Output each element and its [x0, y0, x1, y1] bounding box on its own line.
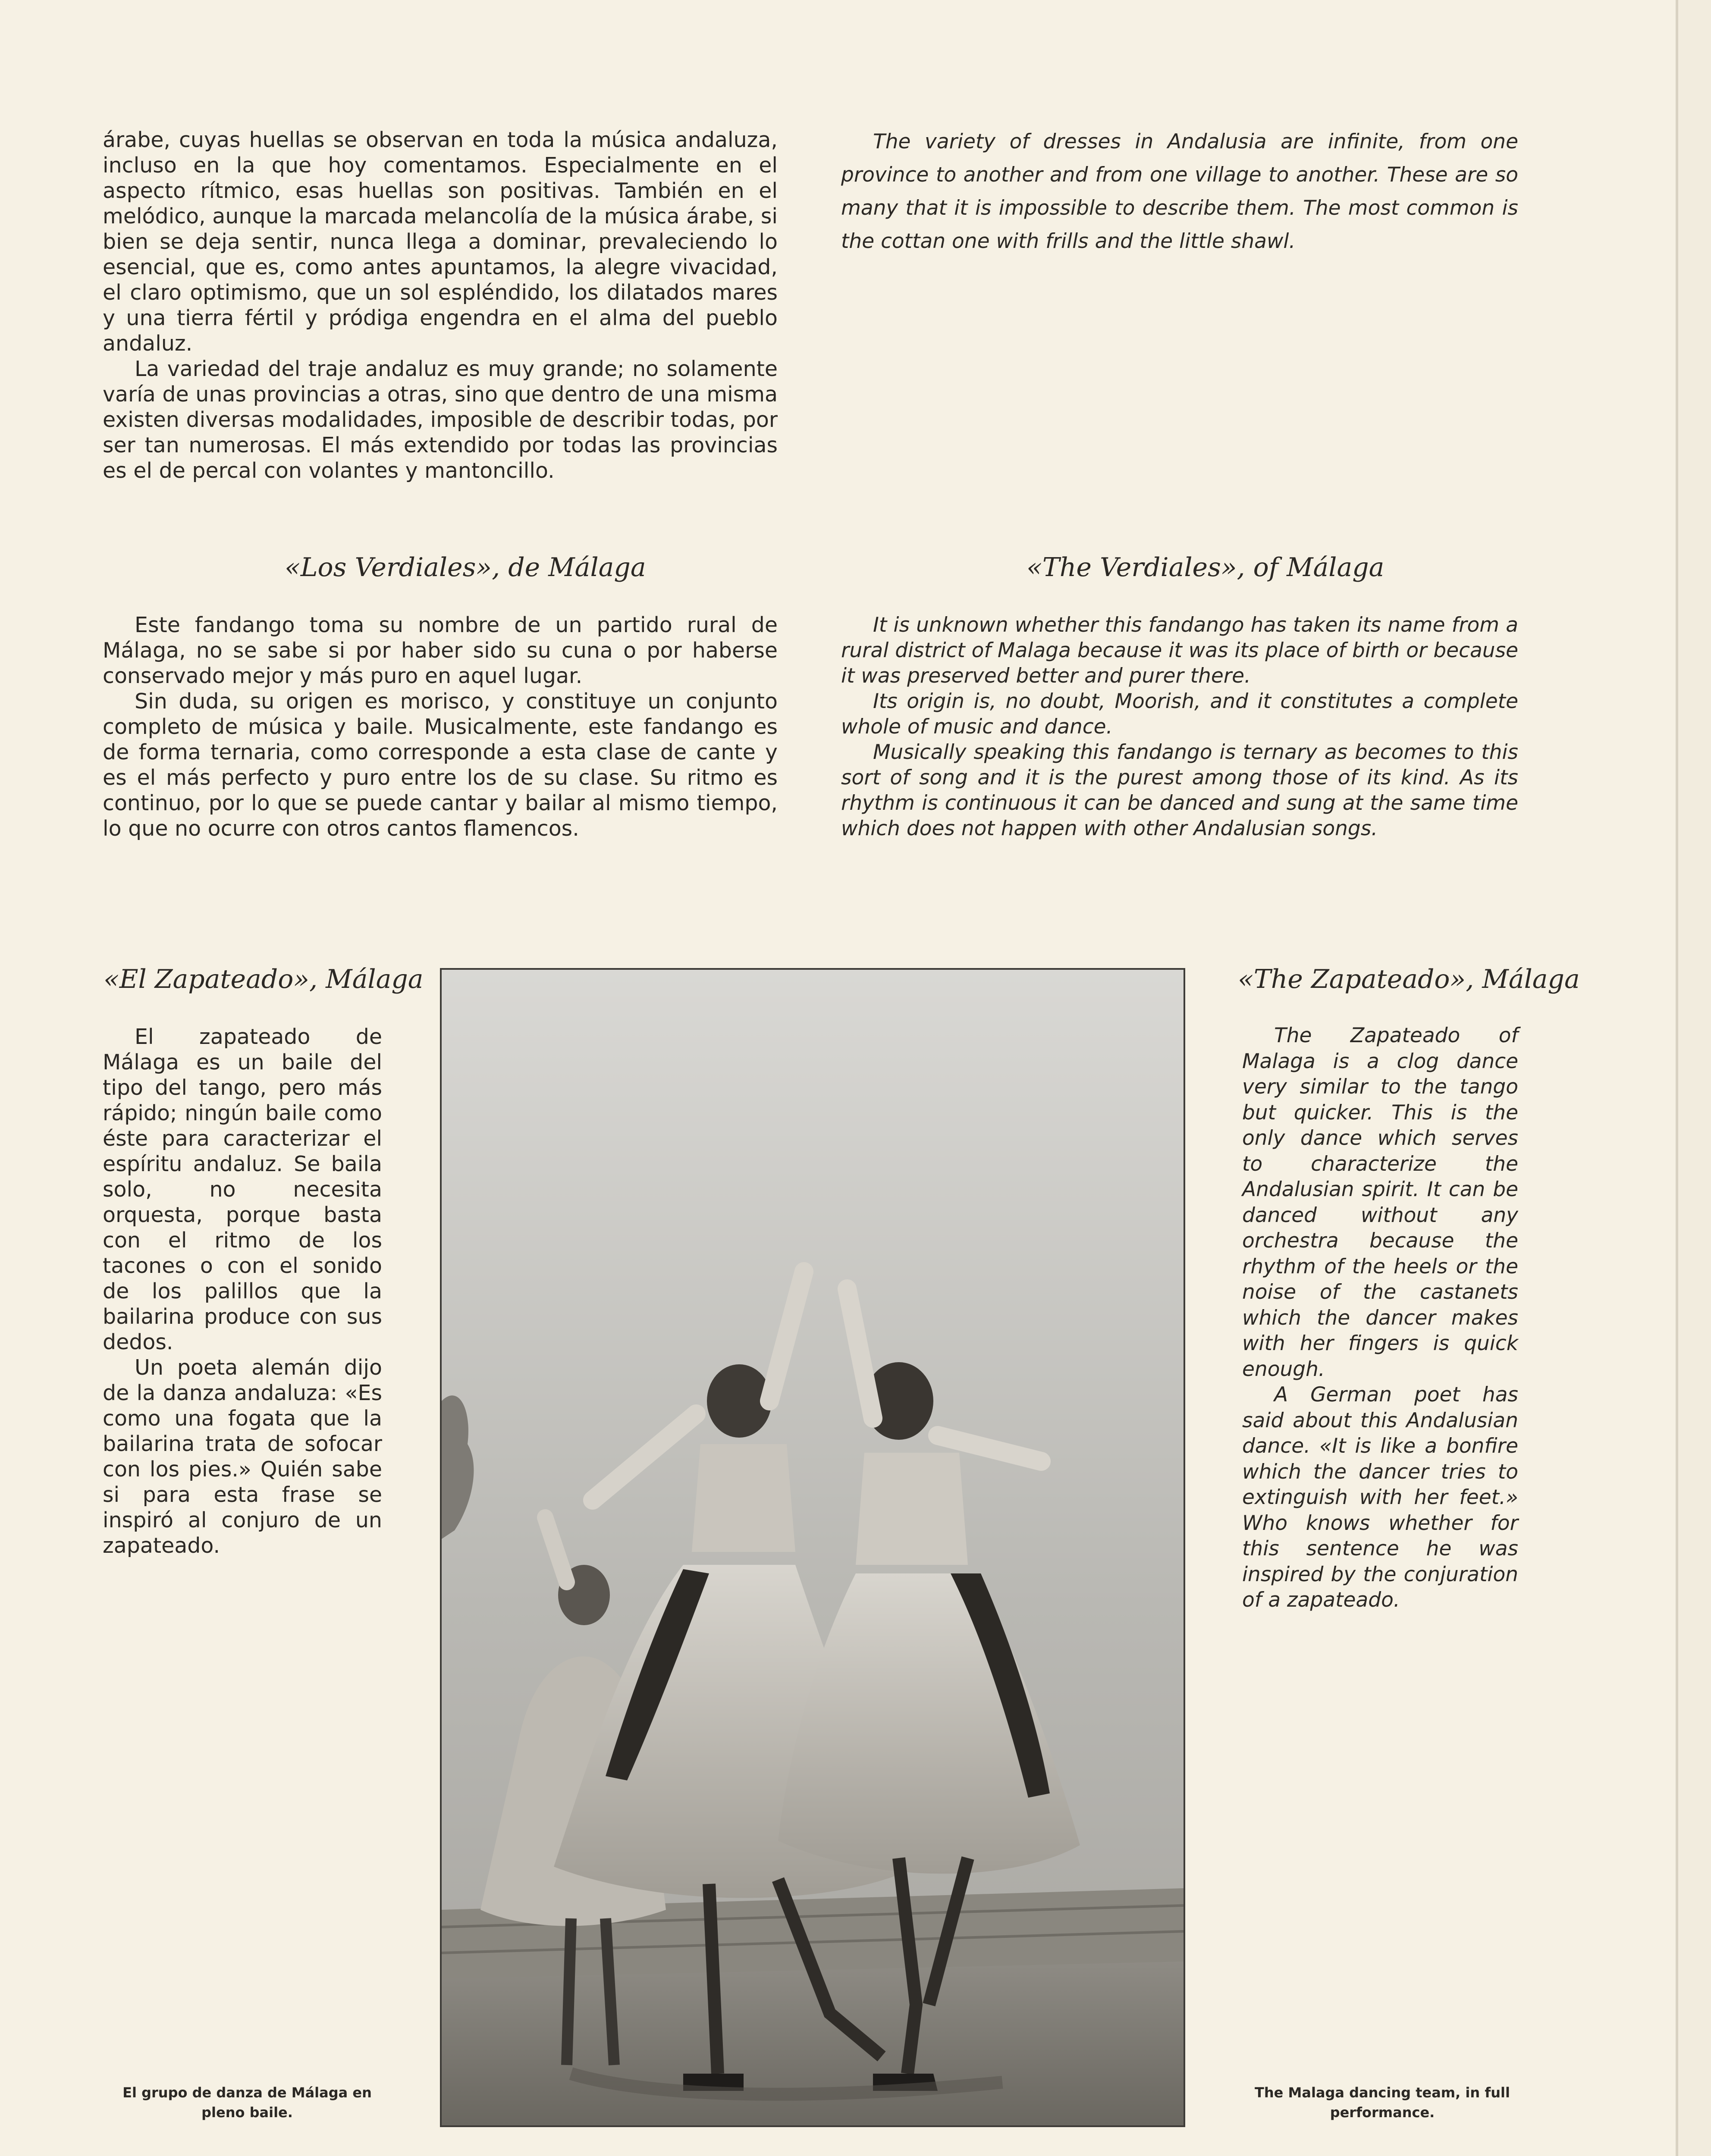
paragraph: Musically speaking this fandango is ternary as becomes to this sort of song and it is the purest among those of its kind. As its rhythm is continuous it can be danced and sung at the same time which does not happen with other Andalusian songs. — [841, 740, 1518, 840]
paragraph: Un poeta alemán dijo de la danza andaluza: «Es como una fogata que la bailarina trata de sofocar con los pies.» Quién sabe si para esta frase se inspiró al conjuro de un zapateado. — [103, 1355, 382, 1558]
paragraph: The variety of dresses in Andalusia are infinite, from one province to another and from one village to another. These are so many that it is impossible to describe them. The most common is the cottan one with frills and the little shawl. — [841, 130, 1518, 253]
paragraph: Sin duda, su origen es morisco, y constituye un conjunto completo de música y baile. Musicalmente, este fandango es de forma ternaria, como corresponde a esta clase de cante y es el más perfecto y puro entre los de su clase. Su ritmo es continuo, por lo que se puede cantar y bailar al mismo tiempo, lo que no ocurre con otros cantos flamencos. — [103, 689, 778, 841]
intro-english-text — [841, 125, 1518, 258]
zapateado-english-heading: «The Zapateado», Málaga — [1238, 964, 1580, 994]
intro-spanish-text — [103, 127, 778, 483]
zapateado-spanish-text — [103, 1024, 382, 1558]
paragraph: Its origin is, no doubt, Moorish, and it constitutes a complete whole of music and dance. — [841, 689, 1518, 739]
photo-caption-english: The Malaga dancing team, in full performance. — [1255, 2084, 1510, 2121]
paragraph: Este fandango toma su nombre de un partido rural de Málaga, no se sabe si por haber sido su cuna o por haberse conservado mejor y más puro en aquel lugar. — [103, 613, 778, 688]
paragraph: La variedad del traje andaluz es muy grande; no solamente varía de unas provincias a otras, sino que dentro de una misma existen diversas modalidades, imposible de describir todas, por ser tan numerosas. El más extendido por todas las provincias es el de percal con volantes y mantoncillo. — [103, 357, 778, 483]
dancers-photo-illustration — [442, 970, 1184, 2125]
dancers-photo — [440, 968, 1185, 2127]
verdiales-spanish-heading: «Los Verdiales», de Málaga — [285, 552, 646, 583]
zapateado-spanish-heading: «El Zapateado», Málaga — [104, 964, 424, 994]
zapateado-english-text — [1242, 1023, 1518, 1613]
paragraph: El zapateado de Málaga es un baile del tipo del tango, pero más rápido; ningún baile como éste para caracterizar el espíritu andaluz. Se baila solo, no necesita orquesta, porque basta con el ritmo de los tacones o con el sonido de los palillos que la bailarina produce con sus dedos. — [103, 1025, 382, 1354]
paragraph: The Zapateado of Malaga is a clog dance very similar to the tango but quicker. This is the only dance which serves to characterize the Andalusian spirit. It can be danced without any orchestra because the rhythm of the heels or the noise of the castanets which the dancer makes with her fingers is quick enough. — [1242, 1024, 1518, 1381]
photo-caption-spanish: El grupo de danza de Málaga en pleno baile. — [122, 2084, 372, 2121]
verdiales-english-text — [841, 612, 1518, 841]
paragraph: árabe, cuyas huellas se observan en toda la música andaluza, incluso en la que hoy comentamos. Especialmente en el aspecto rítmico, esas huellas son positivas. También en el melódico, aunque la marcada melancolía de la música árabe, si bien se deja sentir, nunca llega a dominar, prevaleciendo lo esencial, que es, como antes apuntamos, la alegre vivacidad, el claro optimismo, que un sol espléndido, los dilatados mares y una tierra fértil y pródiga engendra en el alma del pueblo andaluz. — [103, 128, 778, 356]
verdiales-spanish-text — [103, 612, 778, 841]
paragraph: A German poet has said about this Andalusian dance. «It is like a bonfire which the dancer tries to extinguish with her feet.» Who knows whether for this sentence he was inspired by the conjuration of a zapateado. — [1242, 1383, 1518, 1612]
paragraph: It is unknown whether this fandango has taken its name from a rural district of Malaga because it was its place of birth or because it was preserved better and purer there. — [841, 613, 1518, 688]
verdiales-english-heading: «The Verdiales», of Málaga — [1027, 552, 1384, 583]
